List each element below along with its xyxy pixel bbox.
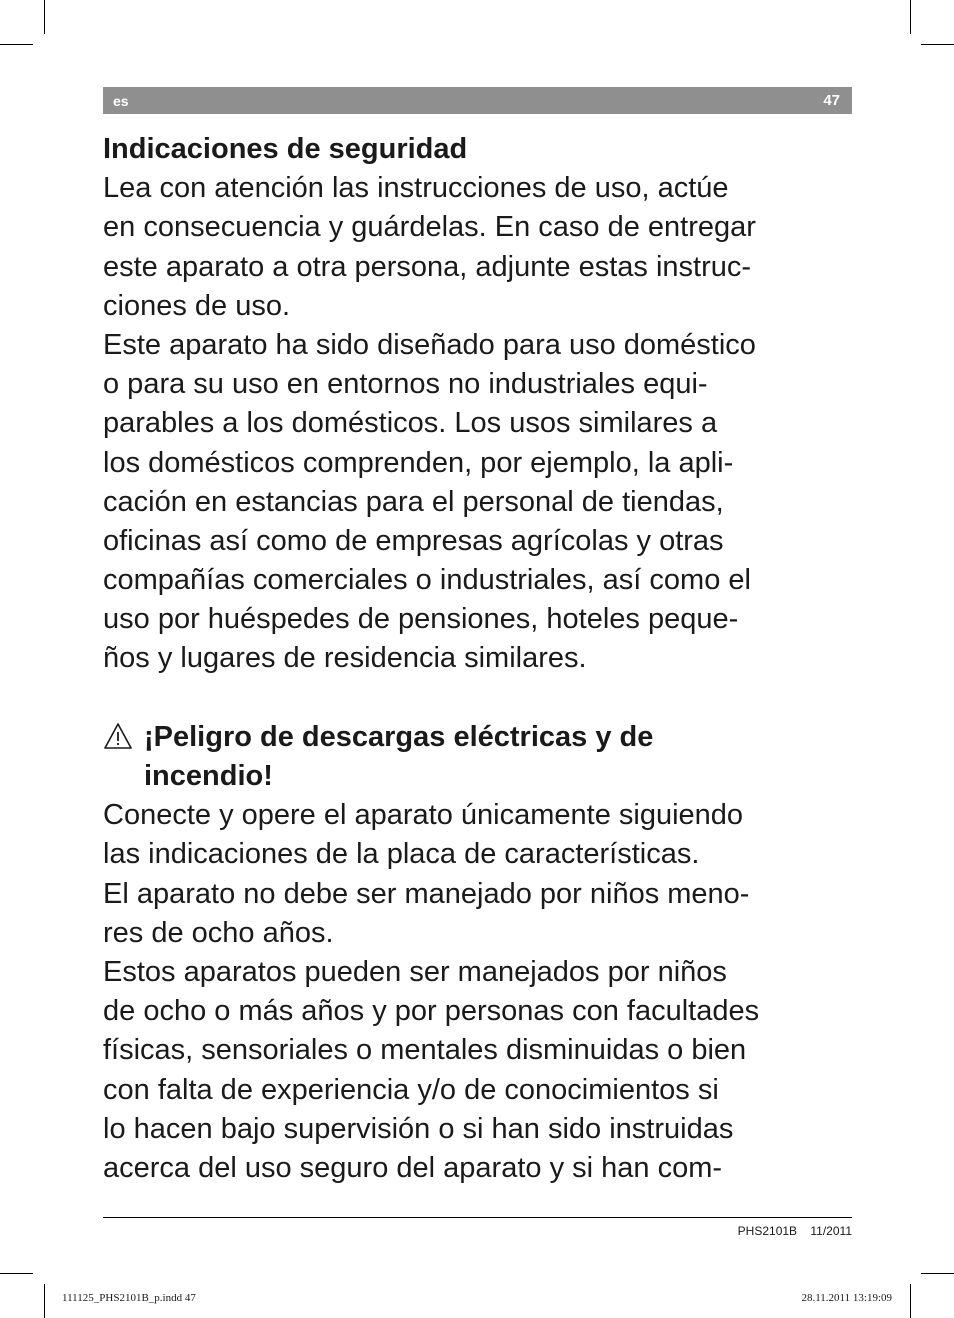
- slug-timestamp: 28.11.2011 13:19:09: [801, 1292, 892, 1304]
- body-line: parables a los domésticos. Los usos similares a: [103, 407, 718, 440]
- crop-mark: [910, 0, 911, 34]
- body-line: los domésticos comprenden, por ejemplo, la apli-: [103, 446, 734, 479]
- body-line: Este aparato ha sido diseñado para uso doméstico: [103, 328, 756, 361]
- body-line: compañías comerciales o industriales, así como el: [103, 564, 751, 597]
- crop-mark: [921, 1273, 954, 1274]
- warning-line: las indicaciones de la placa de características.: [103, 838, 700, 871]
- crop-mark: [44, 0, 45, 34]
- paragraph-spacer: [103, 679, 858, 718]
- crop-mark: [0, 44, 33, 45]
- warning-line: físicas, sensoriales o mentales disminuidas o bien: [103, 1034, 747, 1067]
- warning-heading: [103, 718, 858, 757]
- warning-line: Conecte y opere el aparato únicamente siguiendo: [103, 799, 744, 832]
- warning-line: con falta de experiencia y/o de conocimientos si: [103, 1073, 719, 1106]
- footer-model: PHS2101B: [737, 1224, 798, 1238]
- page-number: 47: [823, 92, 840, 109]
- body-line: en consecuencia y guárdelas. En caso de entregar: [103, 211, 756, 244]
- page-header-bar: [103, 87, 852, 114]
- body-line: ciones de uso.: [103, 289, 291, 322]
- body-line: oficinas así como de empresas agrícolas y otras: [103, 524, 724, 557]
- warning-line: de ocho o más años y por personas con facultades: [103, 995, 760, 1028]
- crop-mark: [921, 44, 954, 45]
- language-code: es: [113, 93, 129, 109]
- warning-line: lo hacen bajo supervisión o si han sido instruidas: [103, 1112, 734, 1145]
- crop-mark: [910, 1284, 911, 1318]
- page-content: [103, 130, 858, 1188]
- crop-mark: [0, 1273, 33, 1274]
- body-line: este aparato a otra persona, adjunte estas instruc-: [103, 250, 752, 283]
- warning-triangle-icon: [103, 721, 133, 751]
- warning-line: res de ocho años.: [103, 916, 334, 949]
- slug-filename: 111125_PHS2101B_p.indd 47: [62, 1292, 196, 1304]
- crop-mark: [44, 1284, 45, 1318]
- warning-title: incendio!: [144, 760, 273, 792]
- warning-line: Estos aparatos pueden ser manejados por niños: [103, 955, 727, 988]
- footer-date: 11/2011: [810, 1224, 852, 1238]
- footer-info: [738, 1224, 852, 1238]
- body-line: uso por huéspedes de pensiones, hoteles peque-: [103, 603, 739, 636]
- section-title: Indicaciones de seguridad: [103, 133, 468, 165]
- body-line: o para su uso en entornos no industriales equi-: [103, 368, 708, 401]
- footer-rule: [103, 1217, 852, 1218]
- body-line: ños y lugares de residencia similares.: [103, 642, 587, 675]
- warning-title: ¡Peligro de descargas eléctricas y de: [144, 720, 654, 753]
- body-line: Lea con atención las instrucciones de uso, actúe: [103, 172, 729, 205]
- body-line: cación en estancias para el personal de tiendas,: [103, 485, 724, 518]
- warning-line: acerca del uso seguro del aparato y si han com-: [103, 1151, 723, 1184]
- warning-line: El aparato no debe ser manejado por niños meno-: [103, 877, 750, 910]
